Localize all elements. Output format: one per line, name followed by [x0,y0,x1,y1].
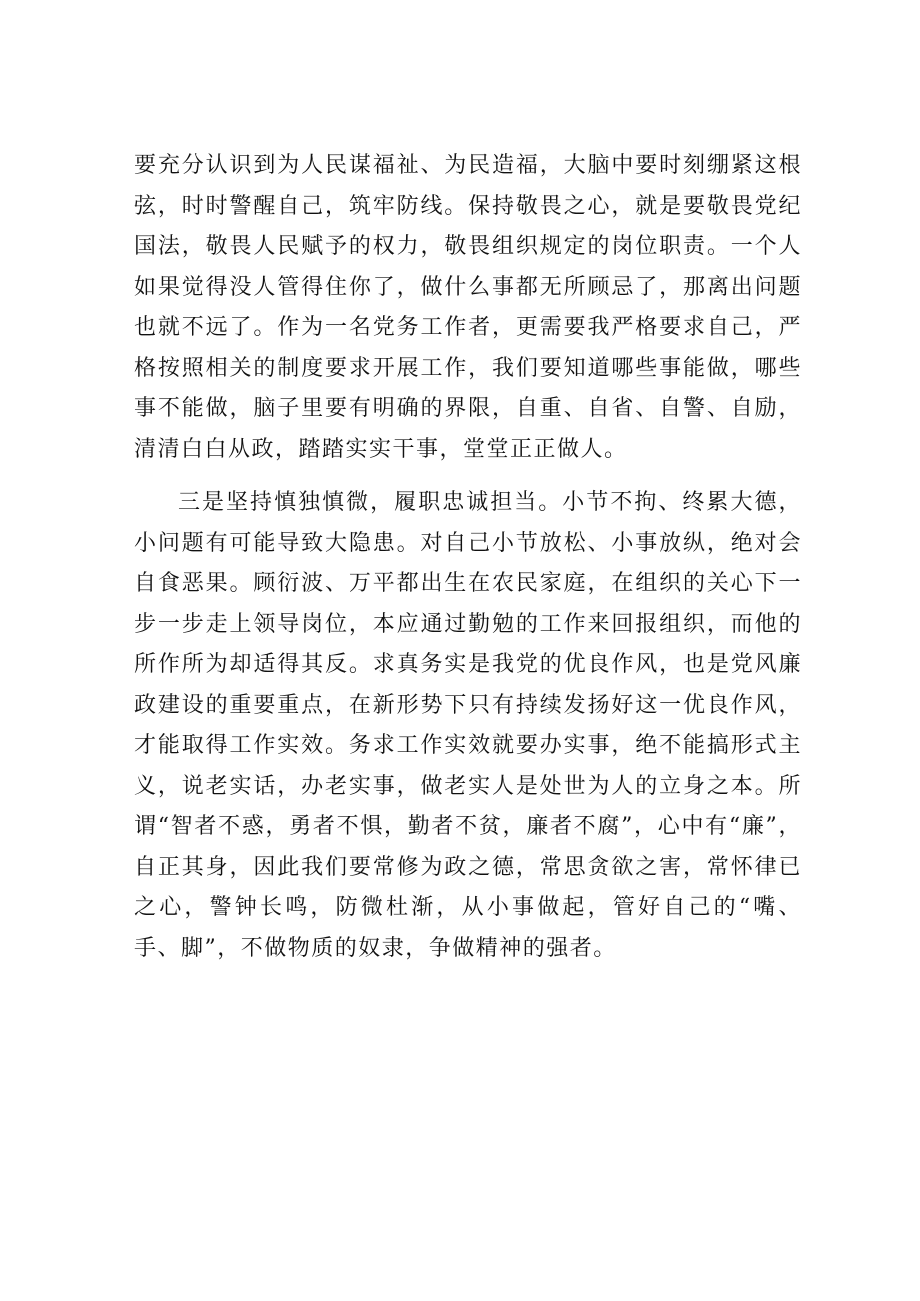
document-body [134,146,802,969]
paragraph-integrity: 三是坚持慎独慎微，履职忠诚担当。小节不拘、终累大德，小问题有可能导致大隐患。对自己小节放松、小事放纵，绝对会自食恶果。顾衍波、万平都出生在农民家庭，在组织的关心下一步一步走上领导岗位，本应通过勤勉的工作来回报组织，而他的所作所为却适得其反。求真务实是我党的优良作风，也是党风廉政建设的重要重点，在新形势下只有持续发扬好这一优良作风，才能取得工作实效。务求工作实效就要办实事，绝不能搞形式主义，说老实话，办老实事，做老实人是处世为人的立身之本。所谓“智者不惑，勇者不惧，勤者不贫，廉者不腐”，心中有“廉”，自正其身，因此我们要常修为政之德，常思贪欲之害，常怀律已之心，警钟长鸣，防微杜渐，从小事做起，管好自己的“嘴、手、脚”，不做物质的奴隶，争做精神的强者。 [134,490,802,961]
paragraph-continued: 要充分认识到为人民谋福祉、为民造福，大脑中要时刻绷紧这根弦，时时警醒自己，筑牢防线。保持敬畏之心，就是要敬畏党纪国法，敬畏人民赋予的权力，敬畏组织规定的岗位职责。一个人如果觉得没人管得住你了，做什么事都无所顾忌了，那离出问题也就不远了。作为一名党务工作者，更需要我严格要求自己，严格按照相关的制度要求开展工作，我们要知道哪些事能做，哪些事不能做，脑子里要有明确的界限，自重、自省、自警、自励，清清白白从政，踏踏实实干事，堂堂正正做人。 [134,153,802,462]
